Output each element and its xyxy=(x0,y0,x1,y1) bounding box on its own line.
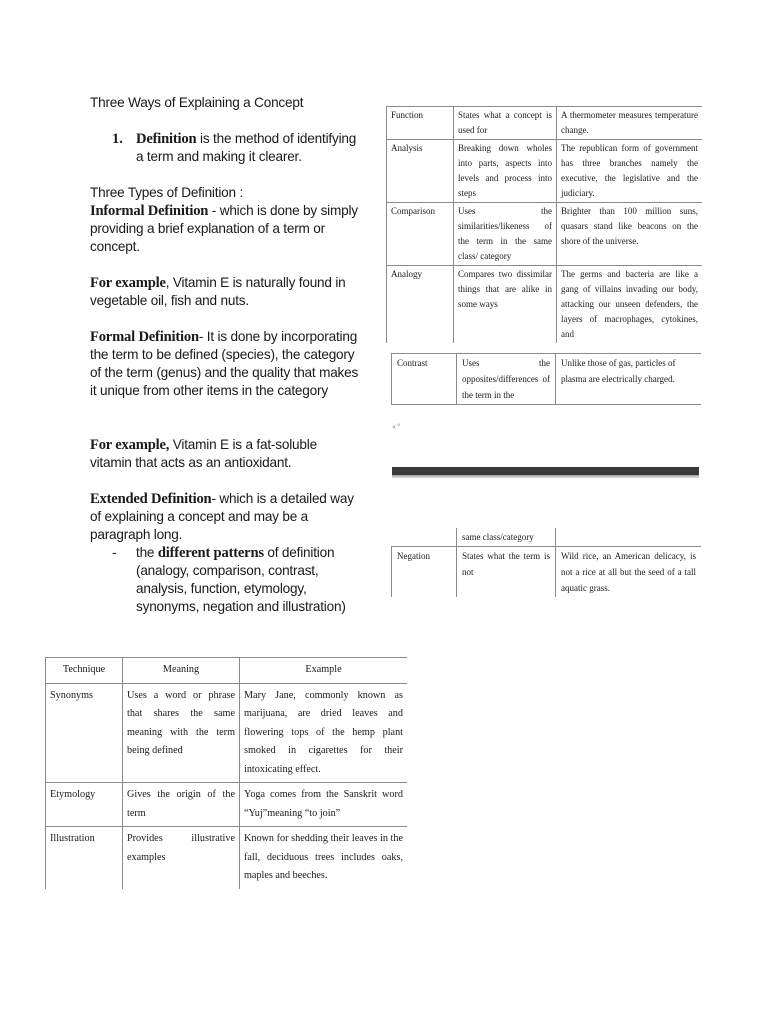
table-row xyxy=(46,683,408,783)
item-number: 1. xyxy=(112,131,123,147)
technique-cell: Analogy xyxy=(387,266,454,344)
example-cell: Mary Jane, commonly known as marijuana, are dried leaves and flowering tops of the hemp plant smoked in cigarettes for their intoxicating effect. xyxy=(240,683,408,783)
technique-cell: Negation xyxy=(392,547,457,598)
meaning-cell: Provides illustrative examples xyxy=(123,827,240,889)
technique-cell xyxy=(392,528,457,547)
meaning-cell: States what the term is not xyxy=(457,547,556,598)
meaning-cell: same class/category xyxy=(457,528,556,547)
technique-cell: Illustration xyxy=(46,827,123,889)
contrast-table xyxy=(391,353,701,406)
extended-definition xyxy=(90,490,362,544)
example-cell: Yoga comes from the Sanskrit word “Yuj”meaning “to join” xyxy=(240,783,408,827)
patterns-text: of definition (analogy, comparison, contrast, analysis, function, etymology, synonyms, negation and illustration) xyxy=(136,545,346,614)
patterns-term: different patterns xyxy=(157,545,264,561)
techniques-table-function xyxy=(386,106,702,339)
types-heading: Three Types of Definition : xyxy=(90,185,244,200)
meaning-cell: Uses a word or phrase that shares the same meaning with the term being defined xyxy=(123,683,240,783)
meaning-cell: Gives the origin of the term xyxy=(123,783,240,827)
informal-text: - which is done by simply providing a brief explanation of a term or concept. xyxy=(90,203,358,254)
divider-bar xyxy=(392,467,699,475)
example-cell xyxy=(556,528,702,547)
scan-artifact-mark: «° xyxy=(392,422,402,431)
table-row xyxy=(387,203,703,266)
formal-term: Formal Definition xyxy=(90,329,199,345)
example-cell: Unlike those of gas, particles of plasma are electrically charged. xyxy=(556,354,702,405)
table-row xyxy=(387,140,703,203)
table-row xyxy=(46,783,408,827)
meaning-cell: Breaking down wholes into parts, aspects into levels and process into steps xyxy=(454,140,557,203)
meaning-cell: Uses the similarities/likeness of the term in the same class/ category xyxy=(454,203,557,266)
meaning-cell: Uses the opposites/differences of the term in the xyxy=(457,354,556,405)
informal-term: Informal Definition xyxy=(90,203,209,219)
table-row xyxy=(387,266,703,344)
example-cell: A thermometer measures temperature change. xyxy=(557,107,703,140)
column-header-example: Example xyxy=(240,658,408,684)
technique-cell: Contrast xyxy=(392,354,457,405)
technique-cell: Etymology xyxy=(46,783,123,827)
example-cell: The republican form of government has three branches namely the executive, the legislative and the judiciary. xyxy=(557,140,703,203)
technique-cell: Synonyms xyxy=(46,683,123,783)
formal-text: - It is done by incorporating the term to be defined (species), the category of the term (genus) and the quality that makes it unique from other items in the category xyxy=(90,329,359,398)
example-cell: The germs and bacteria are like a gang of villains invading our body, attacking our unseen defenders, the layers of macrophages, cytokines, and xyxy=(557,266,703,344)
column-header-technique: Technique xyxy=(46,658,123,684)
patterns-list-item: - the different patterns of definition (analogy, comparison, contrast, analysis, function, etymology, synonyms, negation and illustration) xyxy=(90,544,362,616)
example-cell: Brighter than 100 million suns, quasars stand like beacons on the shore of the universe. xyxy=(557,203,703,266)
numbered-item-definition xyxy=(90,130,362,166)
example-text: Vitamin E is a fat-soluble vitamin that acts as an antioxidant. xyxy=(90,437,317,470)
extended-term: Extended Definition xyxy=(90,491,212,507)
table-row xyxy=(387,107,703,140)
definition-term: Definition xyxy=(136,131,197,147)
example-cell: Known for shedding their leaves in the fall, deciduous trees includes oaks, maples and beeches. xyxy=(244,833,403,881)
example-label: For example xyxy=(90,275,166,291)
example-informal xyxy=(90,274,362,310)
example-text: , Vitamin E is naturally found in vegetable oil, fish and nuts. xyxy=(90,275,346,308)
table-row xyxy=(46,827,408,889)
extended-text: - which is a detailed way of explaining a concept and may be a paragraph long. xyxy=(90,491,354,542)
technique-cell: Analysis xyxy=(387,140,454,203)
left-column xyxy=(90,94,362,616)
column-header-meaning: Meaning xyxy=(123,658,240,684)
techniques-table-synonyms xyxy=(45,657,407,889)
page-title: Three Ways of Explaining a Concept xyxy=(90,95,304,110)
meaning-cell: Compares two dissimilar things that are alike in some ways xyxy=(454,266,557,344)
informal-definition xyxy=(90,202,362,256)
dash-bullet: - xyxy=(112,545,117,560)
divider-bar-shadow xyxy=(392,475,699,479)
example-cell: Wild rice, an American delicacy, is not a rice at all but the seed of a tall aquatic grass. xyxy=(561,551,696,593)
table-row xyxy=(392,528,702,547)
technique-cell: Comparison xyxy=(387,203,454,266)
example-label: For example, xyxy=(90,437,170,453)
formal-definition xyxy=(90,328,362,400)
meaning-cell: States what a concept is used for xyxy=(454,107,557,140)
definition-text: is the method of identifying a term and making it clearer. xyxy=(136,131,357,164)
table-row xyxy=(392,547,702,598)
technique-cell: Function xyxy=(387,107,454,140)
table-row xyxy=(392,354,702,405)
negation-table xyxy=(391,528,701,603)
example-formal xyxy=(90,436,362,472)
